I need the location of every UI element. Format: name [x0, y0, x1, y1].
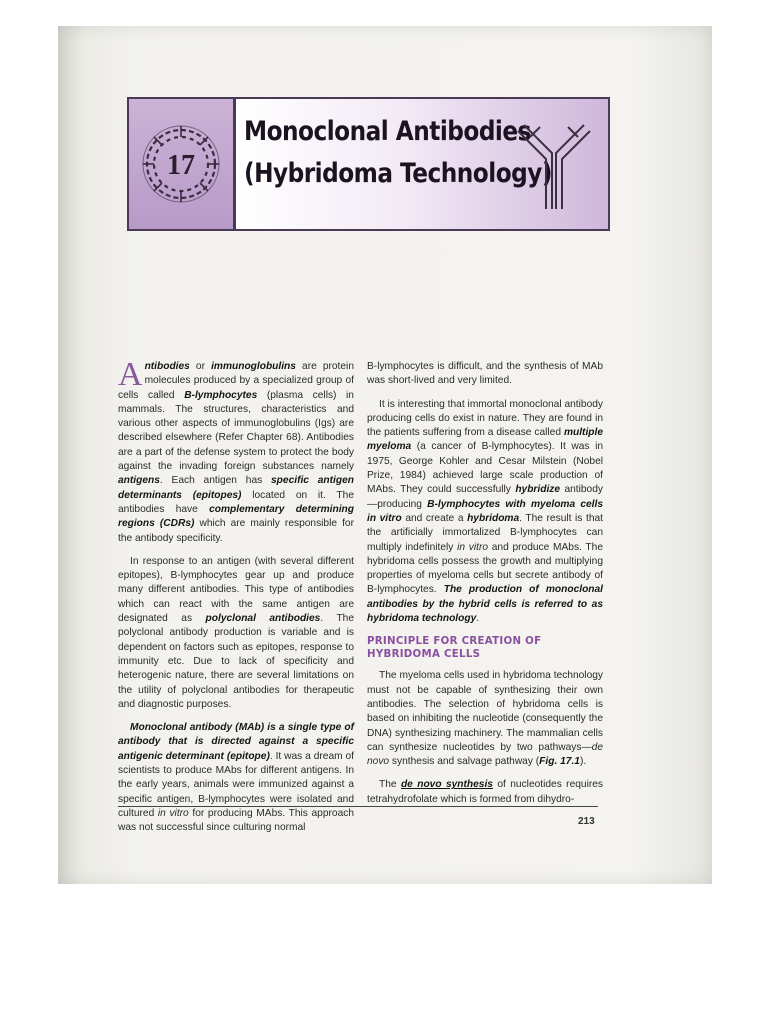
chapter-title — [244, 111, 552, 195]
page-number: 213 — [578, 816, 595, 827]
right-column — [367, 360, 603, 816]
antibody-y-icon — [514, 113, 594, 213]
chapter-number-badge — [129, 99, 236, 229]
paragraph-de-novo: The de novo synthesis of nucleotides requires tetrahydrofolate which is formed from dihydro- — [367, 779, 603, 805]
section-heading: PRINCIPLE FOR CREATION OF HYBRIDOMA CELLS — [367, 636, 542, 661]
dna-helix-ring-icon — [135, 118, 227, 210]
paragraph-intro: Antibodies or immunoglobulins are protein molecules produced by a specialized group of cells called B-lymphocytes (plasma cells) in mammals. The structures, characteristics and various other aspects of immunoglobulins (Igs) are described elsewhere (Refer Chapter 68). Antibodies are a part of the defense system to protect the body against the invading foreign substances namely antigens. Each antigen has specific antigen determinants (epitopes) located on it. The antibodies have complementary determining regions (CDRs) which are mainly responsible for the antibody specificity. — [118, 356, 354, 544]
chapter-title-line-1: Monoclonal Antibodies — [244, 116, 531, 147]
chapter-title-area — [236, 99, 608, 229]
left-column — [118, 356, 355, 845]
paragraph-hybridoma: It is interesting that immortal monoclonal antibody producing cells do exist in nature. They are found in the patients suffering from a disease called multiple myeloma (a cancer of B-lymphocytes). It was in 1975, George Kohler and Cesar Milstein (Nobel Prize, 1984) achieved large scale production of MAbs. They could successfully hybridize antibody—producing B-lymphocytes with myeloma cells in vitro and create a hybridoma. The result is that the artificially immortalized B-lymphocytes can multiply indefinitely in vitro and produce MAbs. The hybridoma cells possess the growth and multiplying properties of myeloma cells but secrete antibody of B-lymphocytes. The production of monoclonal antibodies by the hybrid cells is referred to as hybridoma technology. — [367, 398, 604, 625]
drop-cap: A — [118, 356, 143, 393]
paragraph-monoclonal: Monoclonal antibody (MAb) is a single type of antibody that is directed against a specific antigenic determinant (epitope). It was a dream of scientists to produce MAbs for different antigens. In the early years, animals were immunized against a specific antigen, B-lymphocytes were isolated and cultured in vitro for producing MAbs. This approach was not successful since culturing normal — [118, 722, 354, 834]
chapter-title-line-2: (Hybridoma Technology) — [244, 158, 552, 189]
paragraph-principle: The myeloma cells used in hybridoma technology must not be capable of synthesizing their own antibodies. The selection of hybridoma cells is based on inhibiting the nucleotide (consequently the DNA) synthesizing machinery. The mammalian cells can synthesize nucleotides by two pathways—de novo synthesis and salvage pathway (Fig. 17.1). — [367, 670, 603, 768]
paragraph-continuation: B-lymphocytes is difficult, and the synthesis of MAb was short-lived and very limited. — [367, 361, 603, 387]
footer-rule — [118, 806, 598, 807]
chapter-number: 17 — [167, 150, 195, 181]
paragraph-polyclonal: In response to an antigen (with several different epitopes), B-lymphocytes gear up and produce many different antibodies. This type of antibodies which can react with the same antigen are designated as polyclonal antibodies. The polyclonal antibody production is variable and is dependent on factors such as epitopes, response to immunity etc. Due to lack of specificity and heterogenic nature, there are several limitations on the utility of polyclonal antibodies for therapeutic and diagnostic purposes. — [118, 555, 355, 710]
chapter-banner — [127, 97, 610, 231]
